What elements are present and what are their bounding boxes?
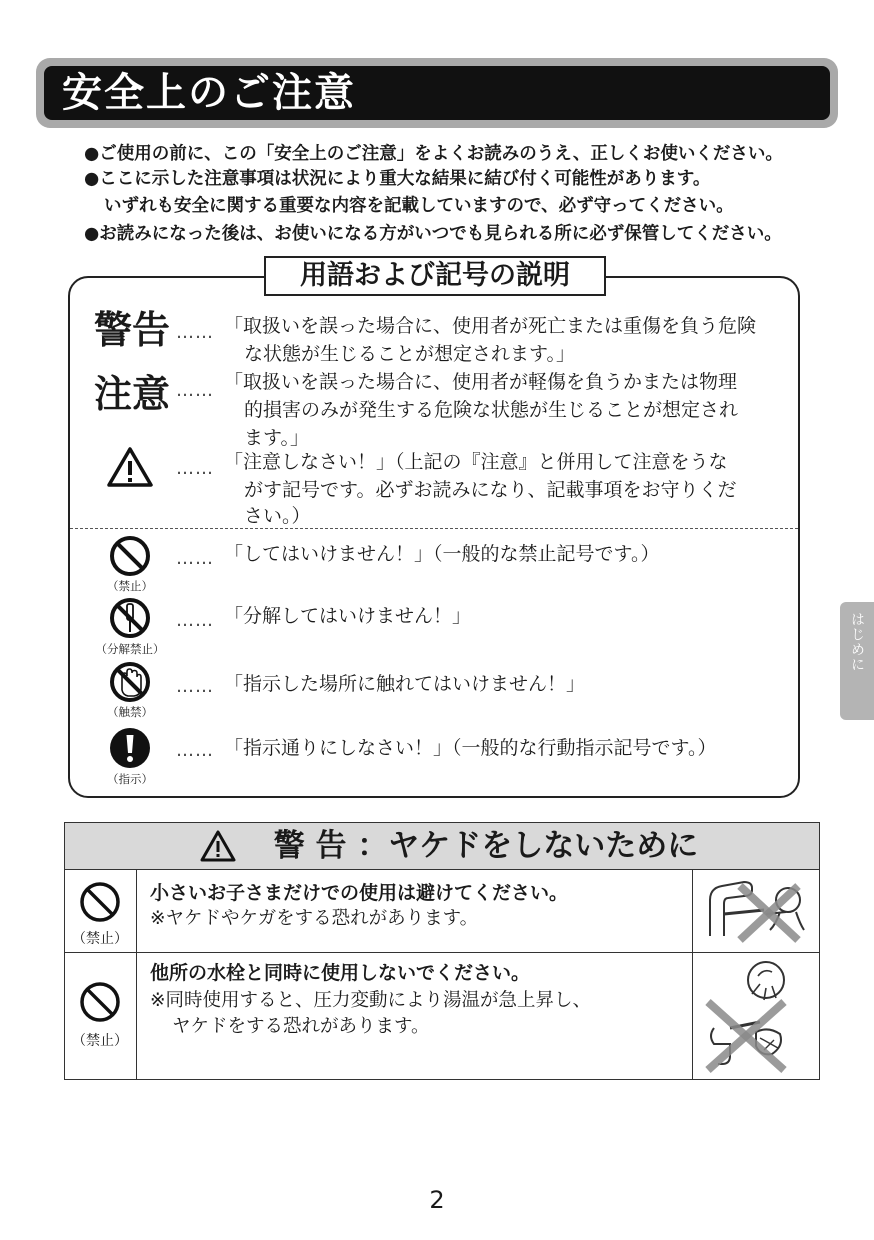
prohibition-icon [78, 980, 122, 1024]
leader-dots: …… [176, 740, 214, 761]
table-row-note: ※ヤケドやケガをする恐れがあります。 [150, 908, 479, 929]
divider [70, 528, 798, 529]
page-title: 安全上のご注意 [62, 70, 356, 116]
mandatory-action-icon [108, 726, 152, 770]
caution-definition: ます。」 [244, 427, 309, 449]
warning-definition: 「取扱いを誤った場合に、使用者が死亡または重傷を負う危険 [224, 315, 757, 337]
section-tab-label: はじめに [849, 612, 865, 672]
table-row-heading: 小さいお子さまだけでの使用は避けてください。 [150, 882, 569, 904]
prohibition-icon [108, 534, 152, 578]
no-disassembly-icon [108, 596, 152, 640]
caution-definition: 「取扱いを誤った場合に、使用者が軽傷を負うかまたは物理 [224, 371, 738, 393]
glossary-title: 用語および記号の説明 [264, 256, 606, 296]
symbol-caption: （指示） [107, 772, 153, 786]
symbol-caption: （分解禁止） [95, 642, 165, 656]
table-column-divider [692, 870, 693, 1080]
intro-line: ●ご使用の前に、この「安全上のご注意」をよくお読みのうえ、正しくお使いください。 [84, 144, 783, 164]
no-touch-icon [108, 660, 152, 704]
prohibition-icon [78, 880, 122, 924]
table-row-caption: （禁止） [72, 1033, 128, 1049]
caution-definition: 的損害のみが発生する危険な状態が生じることが想定され [244, 399, 739, 421]
alert-definition: 「注意しなさい！」（上記の『注意』と併用して注意をうな [224, 451, 728, 473]
symbol-caption: （触禁） [107, 705, 153, 719]
leader-dots: …… [176, 548, 214, 569]
warning-term: 警告 [94, 308, 171, 352]
symbol-definition: 「指示した場所に触れてはいけません！」 [224, 673, 586, 695]
table-row-divider [64, 952, 820, 953]
table-row-note: ヤケドをする恐れがあります。 [172, 1016, 430, 1037]
caution-term: 注意 [94, 372, 171, 416]
intro-line: いずれも安全に関する重要な内容を記載していますので、必ず守ってください。 [104, 196, 734, 216]
symbol-definition: 「分解してはいけません！」 [224, 605, 472, 627]
warning-definition: な状態が生じることが想定されます。」 [244, 343, 575, 365]
symbol-definition: 「してはいけません！」（一般的な禁止記号です。） [224, 543, 660, 565]
child-faucet-illustration [700, 874, 812, 946]
page-number: 2 [429, 1186, 445, 1214]
warning-triangle-icon [106, 446, 154, 488]
leader-dots: …… [176, 676, 214, 697]
leader-dots: …… [176, 610, 214, 631]
warning-table-title: 警 告 ：ヤケドをしないために [273, 828, 699, 864]
alert-definition: がす記号です。必ずお読みになり、記載事項をお守りくだ [244, 479, 737, 501]
table-column-divider [136, 870, 137, 1080]
table-row-note: ※同時使用すると、圧力変動により湯温が急上昇し、 [150, 990, 592, 1011]
intro-line: ●ここに示した注意事項は状況により重大な結果に結び付く可能性があります。 [84, 169, 711, 189]
leader-dots: …… [176, 458, 214, 479]
shower-faucet-illustration [700, 958, 812, 1074]
table-row-heading: 他所の水栓と同時に使用しないでください。 [150, 962, 531, 984]
leader-dots: …… [176, 322, 214, 343]
alert-definition: さい。） [244, 505, 311, 527]
table-row-caption: （禁止） [72, 931, 128, 947]
symbol-caption: （禁止） [107, 579, 153, 593]
intro-line: ●お読みになった後は、お使いになる方がいつでも見られる所に必ず保管してください。 [84, 224, 782, 244]
leader-dots: …… [176, 380, 214, 401]
symbol-definition: 「指示通りにしなさい！」（一般的な行動指示記号です。） [224, 737, 717, 759]
